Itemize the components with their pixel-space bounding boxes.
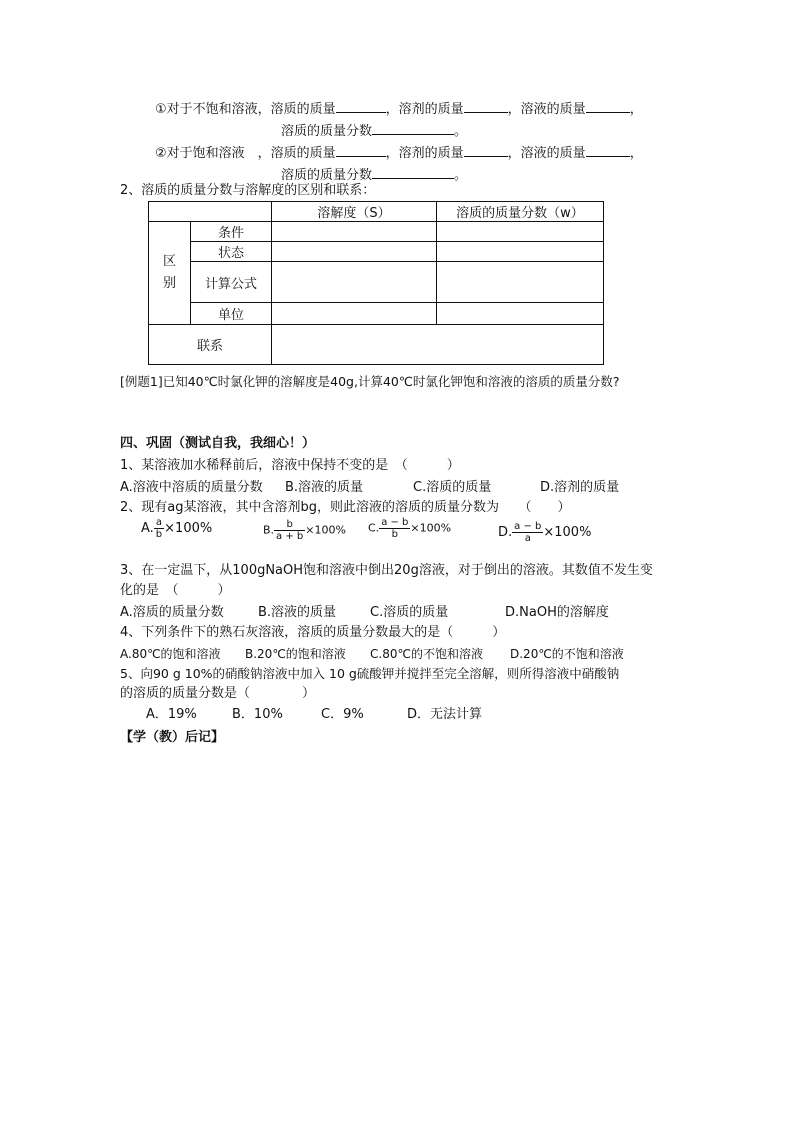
cell-solubility-state[interactable] (272, 242, 437, 262)
q1-option-b[interactable]: B.溶液的质量 (285, 480, 364, 495)
denominator: b (391, 529, 398, 540)
q2-option-c[interactable] (368, 517, 451, 540)
afterword-heading: 【学（教）后记】 (120, 730, 225, 745)
line-end: ， (629, 146, 643, 161)
denominator: a + b (276, 531, 304, 542)
q2-option-d[interactable] (498, 521, 591, 544)
fraction (274, 519, 305, 542)
q5-option-a[interactable]: A．19% (146, 707, 197, 722)
row-label-condition: 条件 (191, 222, 272, 242)
q2-option-b[interactable] (263, 519, 346, 542)
q5-option-b[interactable]: B．10% (232, 707, 283, 722)
fraction-label: 溶质的质量分数 (281, 168, 373, 183)
option-letter: D. (498, 525, 513, 540)
cell-fraction-condition[interactable] (437, 222, 604, 242)
blank-solute-mass (336, 100, 386, 113)
blank-fraction (372, 166, 454, 179)
times-100-percent: ×100% (164, 521, 213, 536)
q2-stem: 2、现有ag某溶液，其中含溶剂bg，则此溶液的溶质的质量分数为 （ ） (120, 500, 571, 515)
blank-fraction (372, 122, 454, 135)
cell-solubility-unit[interactable] (272, 303, 437, 325)
unsaturated-line (155, 100, 643, 119)
q2-option-a[interactable] (141, 517, 212, 540)
q1-option-a[interactable]: A.溶液中溶质的质量分数 (120, 480, 263, 495)
option-letter: B. (263, 523, 275, 537)
option-letter: A. (141, 521, 154, 536)
row-label-formula: 计算公式 (191, 262, 272, 303)
q3-stem-line-2: 化的是 （ ） (120, 583, 231, 598)
q5-option-c[interactable]: C．9% (321, 707, 364, 722)
difference-char-1: 区 (162, 254, 176, 269)
q4-option-a[interactable]: A.80℃的饱和溶液 (120, 647, 221, 661)
fraction-label: 溶质的质量分数 (281, 124, 373, 139)
cell-fraction-state[interactable] (437, 242, 604, 262)
difference-char-2: 别 (162, 276, 176, 291)
cell-fraction-unit[interactable] (437, 303, 604, 325)
solvent-label: ，溶剂的质量 (385, 102, 464, 117)
q4-option-c[interactable]: C.80℃的不饱和溶液 (370, 647, 483, 661)
saturated-line (155, 144, 643, 163)
q1-option-c[interactable]: C.溶质的质量 (413, 480, 492, 495)
q1-stem: 1、某溶液加水稀释前后，溶液中保持不变的是 （ ） (120, 458, 460, 473)
numerator: a − b (514, 521, 542, 532)
numerator: b (274, 519, 305, 531)
cell-fraction-formula[interactable] (437, 262, 604, 303)
header-mass-fraction: 溶质的质量分数（w） (437, 202, 604, 222)
cell-solubility-condition[interactable] (272, 222, 437, 242)
times-100-percent: ×100% (410, 521, 452, 535)
times-100-percent: ×100% (543, 525, 592, 540)
cell-relation[interactable] (272, 325, 604, 365)
period: 。 (454, 124, 468, 139)
q4-stem: 4、下列条件下的熟石灰溶液，溶质的质量分数最大的是（ ） (120, 625, 506, 640)
q3-option-b[interactable]: B.溶液的质量 (258, 605, 337, 620)
blank-solute-mass (336, 144, 386, 157)
saturated-label: ②对于饱和溶液 ，溶质的质量 (155, 146, 336, 161)
unsaturated-fraction-line (281, 122, 467, 141)
q4-option-b[interactable]: B.20℃的饱和溶液 (245, 647, 346, 661)
unsaturated-label: ①对于不饱和溶液，溶质的质量 (155, 102, 336, 117)
q3-option-c[interactable]: C.溶质的质量 (370, 605, 449, 620)
numerator: a − b (381, 517, 409, 528)
q3-option-a[interactable]: A.溶质的质量分数 (120, 605, 224, 620)
numerator: a (154, 517, 164, 529)
blank-solution-mass (586, 100, 630, 113)
cell-solubility-formula[interactable] (272, 262, 437, 303)
q1-option-d[interactable]: D.溶剂的质量 (540, 480, 620, 495)
solution-label: ，溶液的质量 (507, 102, 586, 117)
solvent-label: ，溶剂的质量 (385, 146, 464, 161)
q3-stem-line-1: 3、在一定温下，从100gNaOH饱和溶液中倒出20g溶液，对于倒出的溶液。其数值不发生变 (120, 563, 653, 578)
denominator: b (155, 529, 163, 540)
table-corner-cell (149, 202, 272, 222)
blank-solution-mass (586, 144, 630, 157)
solution-label: ，溶液的质量 (507, 146, 586, 161)
q3-option-d[interactable]: D.NaOH的溶解度 (505, 605, 609, 620)
period: 。 (454, 168, 468, 183)
example-1: [例题1]已知40℃时氯化钾的溶解度是40g,计算40℃时氯化钾饱和溶液的溶质的质量分数? (120, 374, 620, 389)
q4-option-d[interactable]: D.20℃的不饱和溶液 (510, 647, 624, 661)
difference-group-label (149, 222, 191, 325)
row-label-relation: 联系 (149, 325, 272, 365)
fraction (512, 521, 543, 544)
question-2-heading: 2、溶质的质量分数与溶解度的区别和联系： (120, 183, 376, 198)
fraction (379, 517, 410, 540)
q5-stem-line-2: 的溶质的质量分数是（ ） (120, 686, 316, 701)
comparison-table (148, 201, 604, 365)
denominator: a (524, 533, 531, 544)
q5-stem-line-1: 5、向90 g 10%的硝酸钠溶液中加入 10 g硫酸钾并搅拌至完全溶解，则所得溶液中硝酸钠 (120, 666, 620, 681)
blank-solvent-mass (464, 100, 508, 113)
row-label-unit: 单位 (191, 303, 272, 325)
blank-solvent-mass (464, 144, 508, 157)
section-4-heading: 四、巩固（测试自我，我细心！） (120, 436, 316, 451)
row-label-state: 状态 (191, 242, 272, 262)
line-end: ， (629, 102, 643, 117)
q5-option-d[interactable]: D．无法计算 (407, 707, 483, 722)
times-100-percent: ×100% (305, 523, 346, 537)
fraction (154, 517, 164, 540)
option-letter: C. (368, 521, 380, 535)
header-solubility: 溶解度（S） (272, 202, 437, 222)
